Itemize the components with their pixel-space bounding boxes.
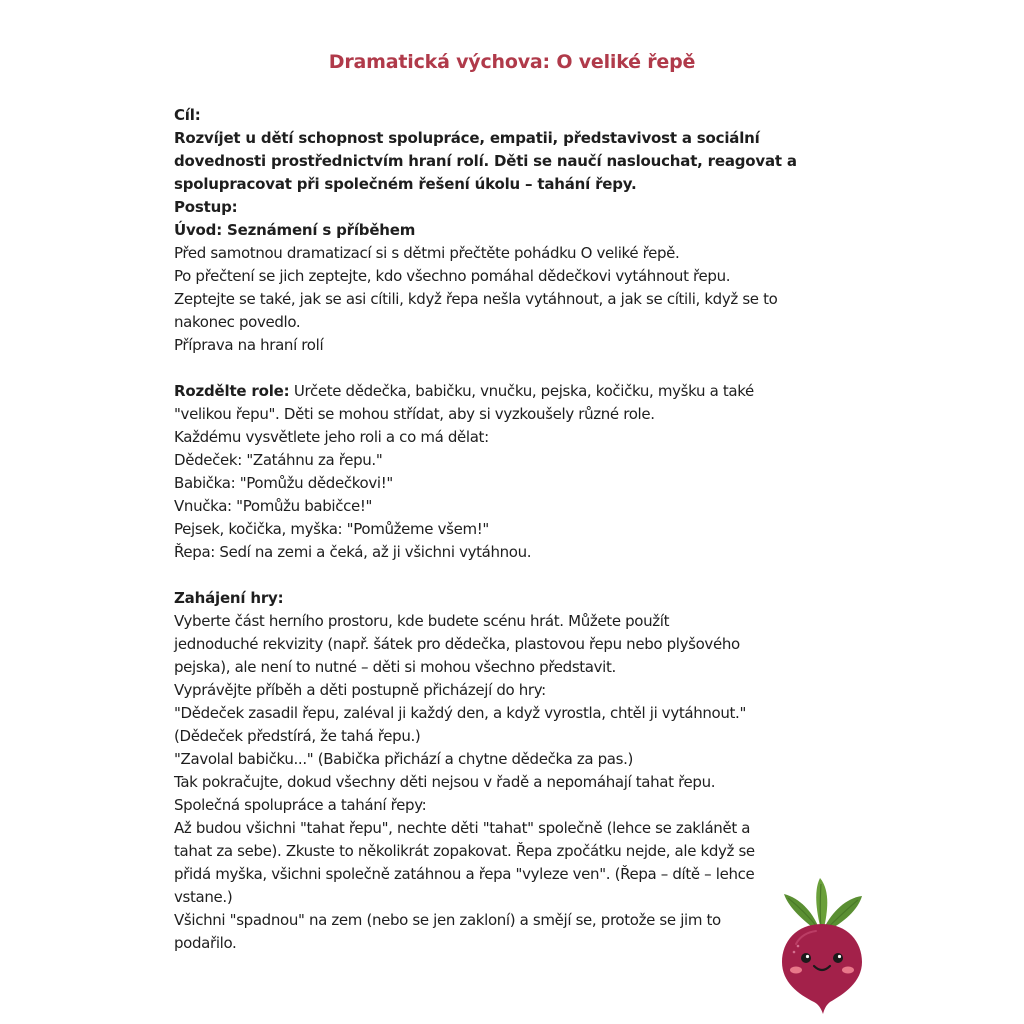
roles-label: Rozdělte role: [174, 382, 290, 400]
paragraph-spacer [174, 564, 854, 587]
intro-heading: Úvod: Seznámení s příběhem [174, 221, 416, 239]
beet-character-icon [778, 874, 868, 1014]
role-item: Řepa: Sedí na zemi a čeká, až ji všichni vytáhnou. [174, 543, 532, 561]
roles-text-line: Každému vysvětlete jeho roli a co má dělat: [174, 428, 489, 446]
beet-cheek [790, 967, 802, 974]
roles-text-line: "velikou řepu". Děti se mohou střídat, aby si vyzkoušely různé role. [174, 405, 655, 423]
game-start-text-line: (Dědeček předstírá, že tahá řepu.) [174, 727, 421, 745]
game-start-text-line: přidá myška, všichni společně zatáhnou a řepa "vyleze ven". (Řepa – dítě – lehce [174, 865, 755, 883]
roles-first-line [174, 380, 854, 403]
beet-cheek [842, 967, 854, 974]
game-start-text-line: tahat za sebe). Zkuste to několikrát zopakovat. Řepa zpočátku nejde, ale když se [174, 842, 755, 860]
intro-text-line: Před samotnou dramatizací si s dětmi přečtěte pohádku O veliké řepě. [174, 244, 680, 262]
role-item: Vnučka: "Pomůžu babičce!" [174, 497, 373, 515]
intro-text-line: Po přečtení se jich zeptejte, kdo všechno pomáhal dědečkovi vytáhnout řepu. [174, 267, 731, 285]
game-start-text-line: Tak pokračujte, dokud všechny děti nejsou v řadě a nepomáhají tahat řepu. [174, 773, 716, 791]
page-title: Dramatická výchova: O veliké řepě [328, 51, 696, 73]
role-item: Pejsek, kočička, myška: "Pomůžeme všem!" [174, 520, 489, 538]
intro-text-line: nakonec povedlo. [174, 313, 301, 331]
game-start-text-line: podařilo. [174, 934, 237, 952]
document-body [174, 104, 854, 955]
game-start-text-line: vstane.) [174, 888, 233, 906]
intro-text-line: Příprava na hraní rolí [174, 336, 324, 354]
intro-text-line: Zeptejte se také, jak se asi cítili, když řepa nešla vytáhnout, a jak se cítili, když se to [174, 290, 778, 308]
game-start-text-line: Až budou všichni "tahat řepu", nechte děti "tahat" společně (lehce se zaklánět a [174, 819, 751, 837]
role-item: Babička: "Pomůžu dědečkovi!" [174, 474, 393, 492]
role-item: Dědeček: "Zatáhnu za řepu." [174, 451, 383, 469]
beet-leaves [784, 878, 862, 932]
game-start-text-line: "Zavolal babičku..." (Babička přichází a chytne dědečka za pas.) [174, 750, 634, 768]
game-start-text-line: Všichni "spadnou" na zem (nebo se jen zakloní) a smějí se, protože se jim to [174, 911, 721, 929]
game-start-heading: Zahájení hry: [174, 589, 284, 607]
game-start-text-line: Společná spolupráce a tahání řepy: [174, 796, 427, 814]
game-start-text-line: jednoduché rekvizity (např. šátek pro dědečka, plastovou řepu nebo plyšového [174, 635, 740, 653]
goal-text-line: dovednosti prostřednictvím hraní rolí. Děti se naučí naslouchat, reagovat a [174, 152, 797, 170]
game-start-text-line: Vyberte část herního prostoru, kde budete scénu hrát. Můžete použít [174, 612, 670, 630]
goal-text-line: Rozvíjet u dětí schopnost spolupráce, empatii, představivost a sociální [174, 129, 760, 147]
procedure-heading: Postup: [174, 198, 238, 216]
paragraph-spacer [174, 357, 854, 380]
game-start-text-line: "Dědeček zasadil řepu, zaléval ji každý den, a když vyrostla, chtěl ji vytáhnout." [174, 704, 747, 722]
roles-first-line-text: Určete dědečka, babičku, vnučku, pejska, kočičku, myšku a také [289, 382, 754, 400]
goal-heading: Cíl: [174, 106, 201, 124]
goal-text-line: spolupracovat při společném řešení úkolu – tahání řepy. [174, 175, 637, 193]
game-start-text-line: Vyprávějte příběh a děti postupně přicházejí do hry: [174, 681, 546, 699]
game-start-text-line: pejska), ale není to nutné – děti si mohou všechno představit. [174, 658, 616, 676]
